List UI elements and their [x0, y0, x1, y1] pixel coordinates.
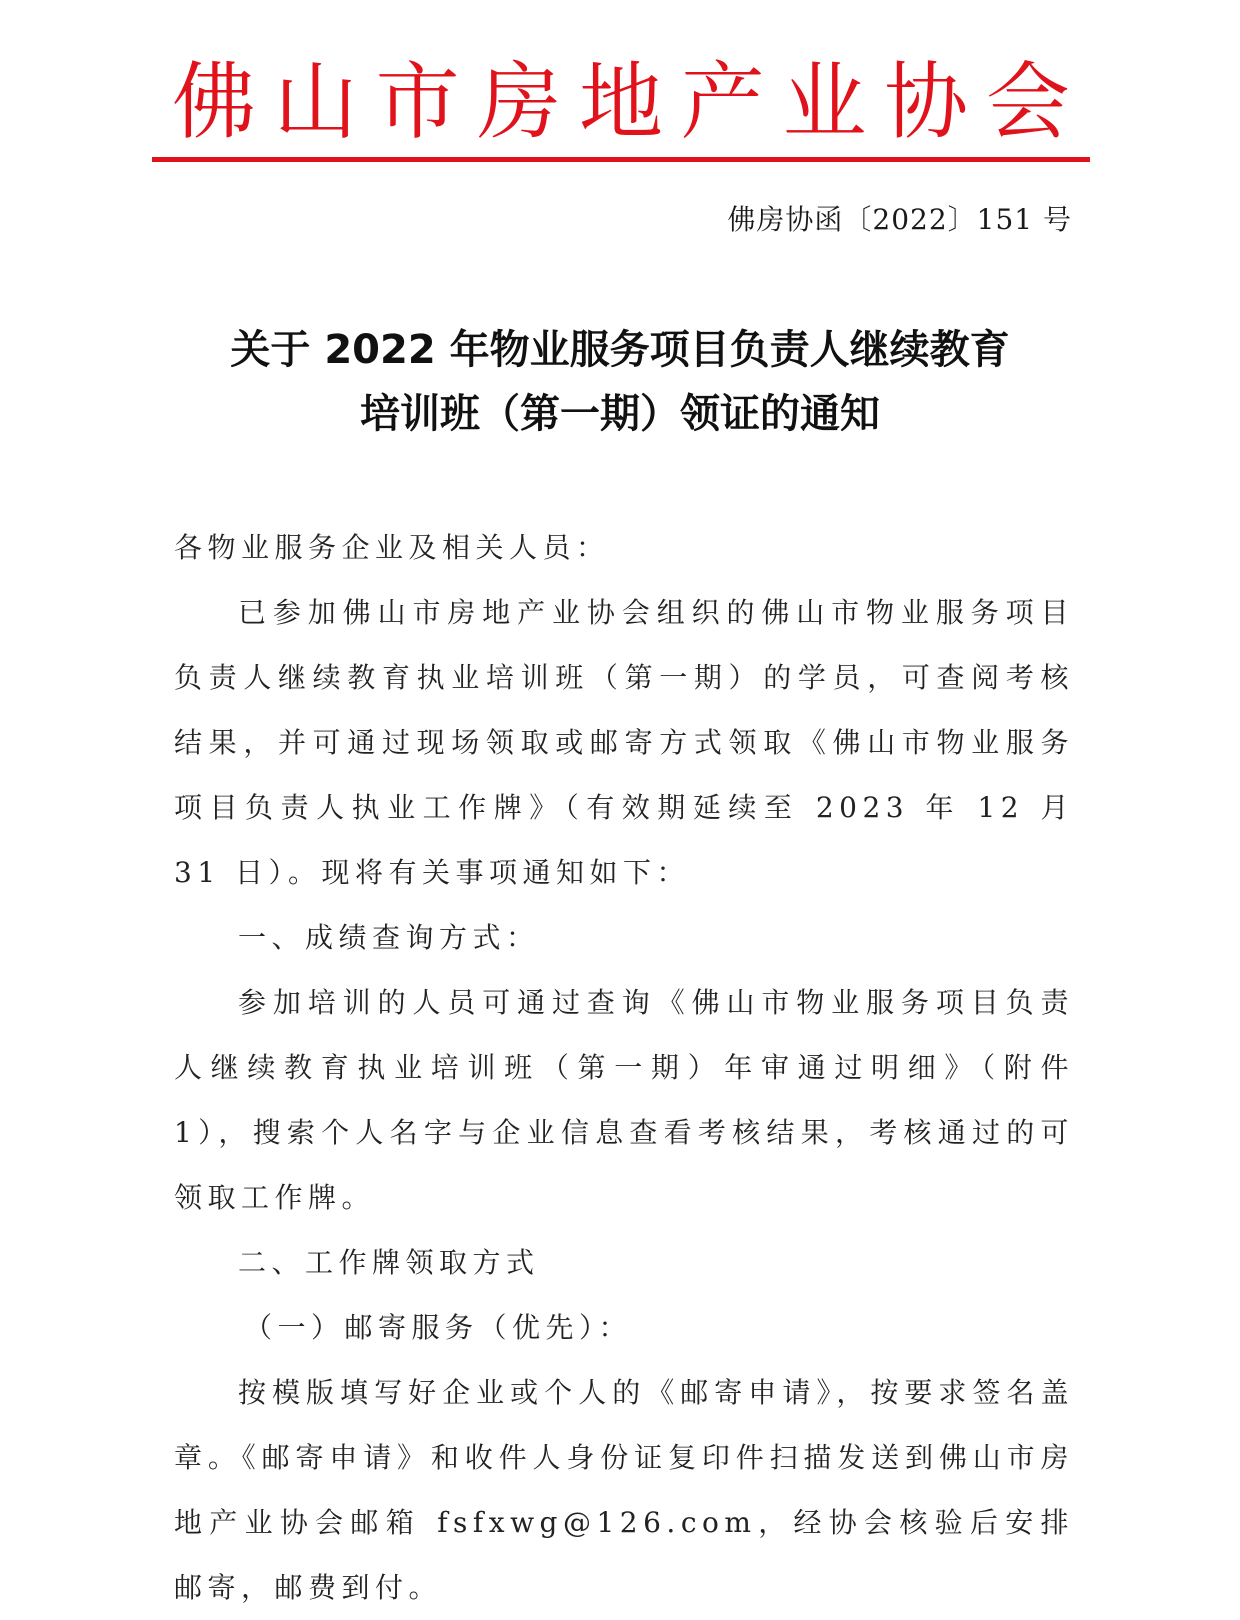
section-1-heading: 一、成绩查询方式：: [238, 921, 540, 954]
subsection-1-paragraph: 按模版填写好企业或个人的《邮寄申请》，按要求签名盖章。《邮寄申请》和收件人身份证复印件扫描发送到佛山市房地产业协会邮箱 fsfxwg@126.com，经协会核验后安排邮寄，邮费到付。: [174, 1376, 1074, 1604]
document-title: [150, 318, 1090, 446]
section-2-heading: 二、工作牌领取方式: [238, 1246, 540, 1279]
document-number: 佛房协函〔2022〕151 号: [727, 203, 1072, 236]
salutation: 各物业服务企业及相关人员：: [174, 531, 610, 564]
header-divider: [152, 157, 1090, 162]
org-char: 山: [273, 53, 358, 151]
org-char: 产: [680, 53, 765, 151]
organization-name: [152, 52, 1090, 152]
subsection-1-heading: （一）邮寄服务（优先）：: [244, 1311, 633, 1344]
section-1-paragraph: 参加培训的人员可通过查询《佛山市物业服务项目负责人继续教育执业培训班（第一期）年审通过明细》（附件 1），搜索个人名字与企业信息查看考核结果，考核通过的可领取工作牌。: [174, 986, 1074, 1214]
org-char: 业: [782, 53, 867, 151]
org-char: 佛: [172, 53, 257, 151]
org-char: 会: [985, 53, 1070, 151]
org-char: 市: [375, 53, 460, 151]
org-char: 协: [884, 53, 969, 151]
title-line-2: 培训班（第一期）领证的通知: [360, 391, 880, 437]
org-char: 地: [578, 53, 663, 151]
title-line-1: 关于 2022 年物业服务项目负责人继续教育: [230, 327, 1010, 373]
org-char: 房: [477, 53, 562, 151]
document-body: [174, 515, 1074, 1620]
intro-paragraph: 已参加佛山市房地产业协会组织的佛山市物业服务项目负责人继续教育执业培训班（第一期）的学员，可查阅考核结果，并可通过现场领取或邮寄方式领取《佛山市物业服务项目负责人执业工作牌》（有效期延续至 2023 年 12 月 31 日）。现将有关事项通知如下：: [174, 596, 1074, 889]
